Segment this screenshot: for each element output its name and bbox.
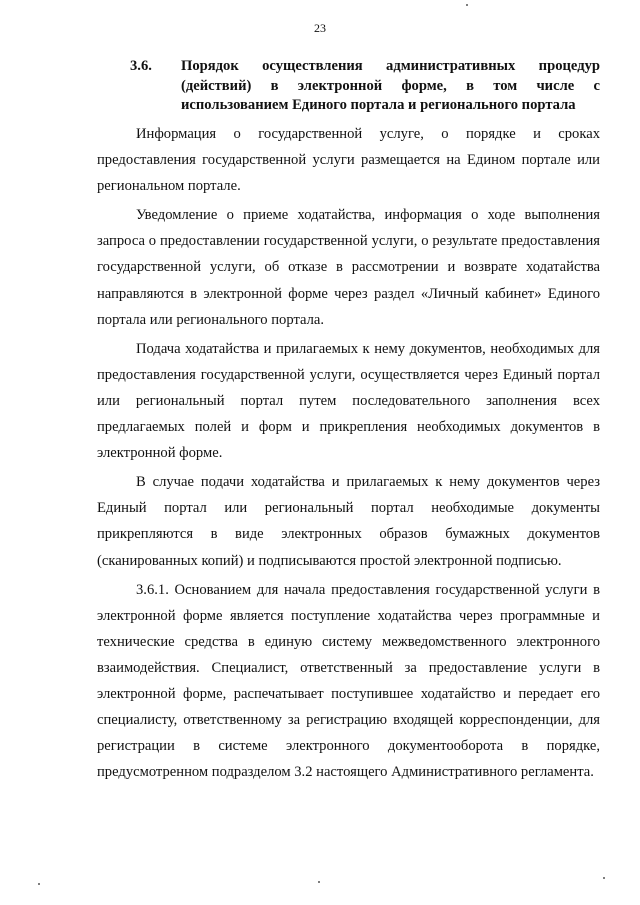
scan-speck xyxy=(318,881,320,883)
scan-speck xyxy=(38,883,40,885)
document-body xyxy=(97,121,600,785)
paragraph-submission: Подача ходатайства и прилагаемых к нему документов, необходимых для предоставления государственной услуги, осуществляется через Единый портал или региональный портал путем последовательного заполнения всех предлагаемых полей и форм и прикрепления необходимых документов в электронной форме. xyxy=(97,340,600,462)
section-title: Порядок осуществления административных процедур (действий) в электронной форме, в том числе с использованием Единого портала и регионального портала xyxy=(181,58,600,113)
paragraph-attachments: В случае подачи ходатайства и прилагаемых к нему документов через Единый портал или региональный портал необходимые документы прикрепляются в виде электронных образов бумажных документов (сканированных копий) и подписываются простой электронной подписью. xyxy=(97,474,600,569)
paragraph-notification: Уведомление о приеме ходатайства, информация о ходе выполнения запроса о предоставлении государственной услуги, о результате предоставления государственной услуги, об отказе в рассмотрении и возврате ходатайства направляются в электронной форме через раздел «Личный кабинет» Единого портала или регионального портала. xyxy=(97,207,600,328)
section-number: 3.6. xyxy=(130,58,152,74)
scan-speck xyxy=(466,4,468,6)
section-heading xyxy=(130,57,600,116)
scan-speck xyxy=(603,877,605,879)
paragraph-info-placement: Информация о государственной услуге, о порядке и сроках предоставления государственной услуги размещается на Едином портале или региональном портале. xyxy=(97,126,600,195)
page-number: 23 xyxy=(314,21,326,35)
paragraph-3-6-1: 3.6.1. Основанием для начала предоставления государственной услуги в электронной форме является поступление ходатайства через программные и технические средства в единую систему межведомственного электронного взаимодействия. Специалист, ответственный за предоставление услуги в электронной форме, распечатывает поступившее ходатайство и передает его специалисту, ответственному за регистрацию входящей корреспонденции, для регистрации в системе электронного документооборота в порядке, предусмотренном подразделом 3.2 настоящего Административного регламента. xyxy=(97,581,600,781)
